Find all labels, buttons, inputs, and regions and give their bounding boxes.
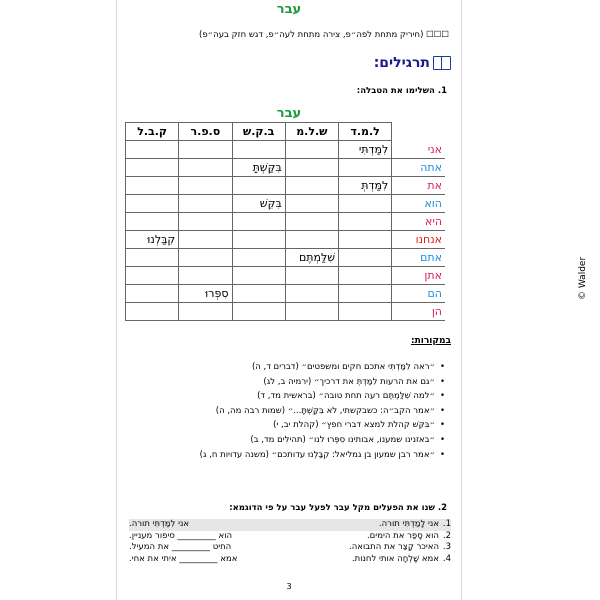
pronoun-cell: אני: [392, 141, 445, 159]
exercise-number: 2.: [442, 530, 451, 541]
verb-cell[interactable]: [232, 249, 285, 267]
source-item: • ״אמר רבן שמעון בן גמליאל: קִבַּלְנוּ עדותכם״ (משנה עדויות ח, ג): [200, 448, 435, 463]
table-row: [126, 159, 446, 177]
table-row: [126, 141, 446, 159]
verb-cell[interactable]: [339, 285, 392, 303]
verb-cell[interactable]: [232, 303, 285, 321]
exercise-number: 4.: [442, 553, 451, 564]
column-header: ס.פ.ר: [179, 123, 232, 141]
table-row: [126, 249, 446, 267]
pronoun-cell: את: [392, 177, 445, 195]
verb-cell[interactable]: [339, 267, 392, 285]
verb-cell[interactable]: [179, 231, 232, 249]
source-item: • ״גם את הרעות לִמַּדְתְּ את דרכיך״ (ירמיה ב, לג): [200, 375, 435, 390]
verb-cell: לִמַּדְתְּ: [339, 177, 392, 195]
verb-cell[interactable]: [126, 249, 179, 267]
table-row: [126, 285, 446, 303]
page-number: 3: [286, 582, 292, 591]
verb-cell[interactable]: [179, 303, 232, 321]
exercise-target-sentence: אני לִמַּדְתִּי תורה.: [129, 519, 190, 529]
verb-cell[interactable]: [339, 231, 392, 249]
exercise-row: [129, 542, 451, 554]
verb-cell[interactable]: [179, 159, 232, 177]
source-item: • ״בִּקֵּשׁ קהלת למצא דברי חפץ״ (קהלת יב, י): [200, 418, 435, 433]
vowel-rule: [137, 30, 449, 40]
verb-cell[interactable]: [126, 213, 179, 231]
verb-cell[interactable]: [126, 177, 179, 195]
question-1: 1. השלימו את הטבלה:: [356, 86, 447, 96]
verb-cell[interactable]: [179, 195, 232, 213]
verb-cell[interactable]: [285, 231, 338, 249]
verb-cell[interactable]: [232, 213, 285, 231]
verb-cell[interactable]: [285, 159, 338, 177]
pronoun-cell: אתם: [392, 249, 445, 267]
verb-cell[interactable]: [285, 195, 338, 213]
verb-cell[interactable]: [339, 249, 392, 267]
exercises-heading: תרגילים:: [374, 55, 451, 71]
verb-cell[interactable]: [126, 195, 179, 213]
table-row: [126, 303, 446, 321]
question-2: 2. שנו את הפעלים מקל עבר לפעל עבר על פי הדוגמא:: [229, 503, 447, 513]
verb-cell[interactable]: [285, 285, 338, 303]
exercise-source-sentence: הוא סָפַר את הימים.: [366, 530, 439, 541]
verb-cell[interactable]: [285, 141, 338, 159]
table-corner: [392, 123, 445, 141]
verb-cell[interactable]: [285, 177, 338, 195]
verb-cell[interactable]: [285, 267, 338, 285]
workbook-page: [116, 0, 462, 600]
pronoun-cell: אנחנו: [392, 231, 445, 249]
verb-cell: בִּקֵּשׁ: [232, 195, 285, 213]
table-row: [126, 231, 446, 249]
table-row: [126, 267, 446, 285]
exercise-row: [129, 531, 451, 543]
verb-cell[interactable]: [126, 303, 179, 321]
exercise-source-sentence: אמא שָׁלְחָה אותי לחנות.: [351, 553, 439, 564]
verb-cell[interactable]: [232, 231, 285, 249]
source-item: • ״למה שִׁלַּמְתֶּם רעה תחת טובה״ (בראשית מד, ד): [200, 389, 435, 404]
pronoun-cell: אתן: [392, 267, 445, 285]
verb-cell[interactable]: [126, 141, 179, 159]
verb-cell[interactable]: [232, 141, 285, 159]
pronoun-cell: היא: [392, 213, 445, 231]
exercise-target-sentence[interactable]: הוא _________ סיפור מעניין.: [129, 530, 233, 541]
source-item: • ״ראה לִמַּדְתִּי אתכם חקים ומשפטים״ (דברים ד, ה): [200, 360, 435, 375]
verb-cell[interactable]: [179, 141, 232, 159]
verb-cell[interactable]: [339, 195, 392, 213]
copyright: © Walder: [578, 256, 588, 300]
verb-cell[interactable]: [179, 267, 232, 285]
pronoun-cell: הן: [392, 303, 445, 321]
column-header: ק.ב.ל: [126, 123, 179, 141]
vowel-rule-text: (חיריק מתחת לפה״פ, צירה מתחת לעה״פ, דגש חזק בעה״פ): [199, 30, 424, 40]
table-title: עבר: [276, 106, 302, 121]
checkbox-boxes: ☐☐☐: [426, 30, 449, 40]
exercise-row: [129, 554, 451, 566]
verb-cell: לִמַּדְתִּי: [339, 141, 392, 159]
pronoun-cell: אתה: [392, 159, 445, 177]
verb-cell[interactable]: [232, 267, 285, 285]
verb-cell[interactable]: [232, 177, 285, 195]
verb-cell[interactable]: [339, 159, 392, 177]
sources-list: [200, 360, 447, 462]
book-icon: [433, 56, 451, 70]
conjugation-table: [125, 122, 445, 321]
verb-cell[interactable]: [232, 285, 285, 303]
exercise-target-sentence[interactable]: אמא _________ איתי את אחי.: [129, 553, 238, 564]
exercise-target-sentence[interactable]: החיט _________ את המעיל.: [129, 542, 232, 552]
exercise-number: 3.: [442, 542, 451, 552]
pronoun-cell: הוא: [392, 195, 445, 213]
page-title: עבר: [276, 2, 302, 17]
sources-heading: במקורות:: [411, 336, 451, 346]
verb-cell[interactable]: [285, 303, 338, 321]
column-header: ש.ל.מ: [285, 123, 338, 141]
exercise-row: [129, 519, 451, 531]
verb-cell[interactable]: [126, 159, 179, 177]
verb-cell[interactable]: [126, 285, 179, 303]
verb-cell[interactable]: [179, 177, 232, 195]
verb-cell[interactable]: [285, 213, 338, 231]
exercise-source-sentence: האיכר קָצַר את התבואה.: [349, 542, 439, 552]
exercise-source-sentence: אני לָמַדְתִּי תורה.: [378, 519, 439, 529]
table-row: [126, 177, 446, 195]
exercise-number: 1.: [442, 519, 451, 529]
source-item: • ״אמר הקב״ה: כשבקשתי, לא בִּקַּשְׁתָּ...״ (שמות רבה מה, ה): [200, 404, 435, 419]
verb-cell: בִּקַּשְׁתָּ: [232, 159, 285, 177]
verb-cell[interactable]: [126, 267, 179, 285]
verb-cell: קִבַּלְנוּ: [126, 231, 179, 249]
verb-cell[interactable]: [339, 303, 392, 321]
table-row: [126, 195, 446, 213]
verb-cell[interactable]: [339, 213, 392, 231]
verb-cell[interactable]: [179, 249, 232, 267]
table-row: [126, 213, 446, 231]
column-header: ב.ק.ש: [232, 123, 285, 141]
source-item: • ״באזנינו שמענו, אבותינו סִפְּרוּ לנו״ (תהילים מד, ב): [200, 433, 435, 448]
verb-cell: סִפְּרוּ: [179, 285, 232, 303]
column-header: ל.מ.ד: [339, 123, 392, 141]
pronoun-cell: הם: [392, 285, 445, 303]
exercise-2: [129, 519, 451, 565]
verb-cell: שִׁלַּמְתֶּם: [285, 249, 338, 267]
verb-cell[interactable]: [179, 213, 232, 231]
